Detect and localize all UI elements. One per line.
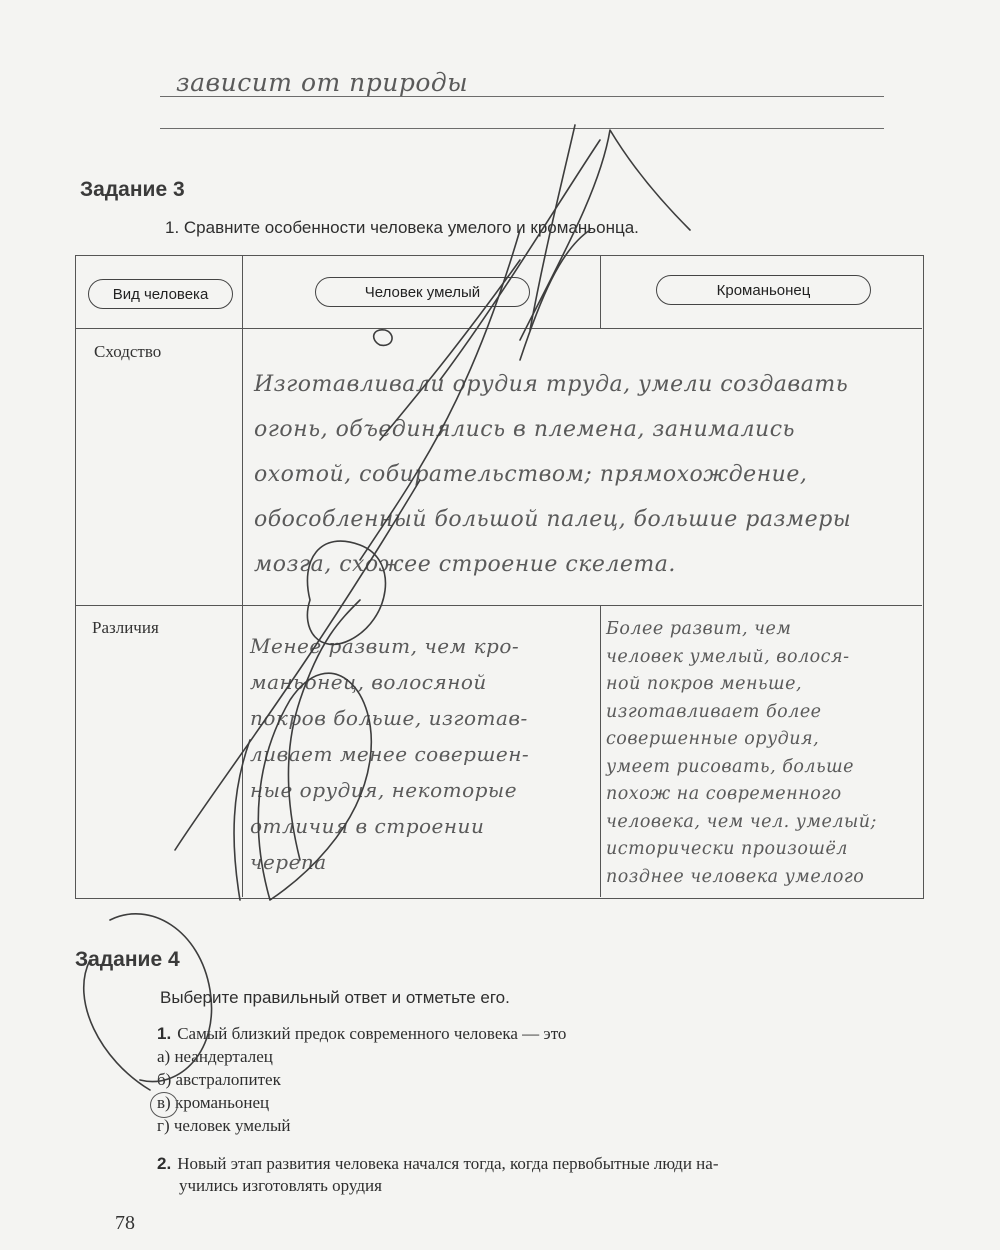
table-divider: [76, 605, 922, 606]
page-number: 78: [115, 1212, 135, 1234]
header-cromagnon: Кроманьонец: [656, 275, 871, 305]
header-homo-habilis: Человек умелый: [315, 277, 530, 307]
comparison-table: [75, 255, 924, 899]
habilis-differences-handwriting: Менее развит, чем кро- маньонец, волосяной покров больше, изготав- ливает менее совершен- ные орудия, некоторые отличия в строении черепа: [250, 634, 530, 874]
task4-title: Задание 4: [75, 948, 180, 971]
row-label-differences: Различия: [92, 618, 159, 637]
header-species: Вид человека: [88, 279, 233, 309]
writing-line: [160, 96, 884, 97]
check-stroke: [84, 960, 150, 1090]
table-divider: [600, 256, 601, 328]
option-c-selected[interactable]: в) кроманьонец: [157, 1093, 270, 1112]
table-divider: [76, 328, 922, 329]
question-2-line1: Новый этап развития человека начался тогда, когда первобытные люди на-: [177, 1154, 719, 1173]
question-1-text: Самый близкий предок современного человека — это: [177, 1024, 567, 1043]
similarity-handwriting: Изготавливали орудия труда, умели создавать огонь, объединялись в племена, занимались охотой, собирательством; прямохождение, обособленный большой палец, большие размеры мозга, схожее строение скелета.: [254, 372, 852, 577]
task4-instruction: Выберите правильный ответ и отметьте его.: [160, 988, 510, 1007]
question-2-number: 2.: [157, 1154, 172, 1173]
task3-question: 1. Сравните особенности человека умелого и кроманьонца.: [165, 218, 639, 237]
option-a[interactable]: а) неандерталец: [157, 1047, 273, 1066]
table-divider: [600, 605, 601, 897]
question-1: [157, 1024, 566, 1044]
question-2: [157, 1154, 718, 1174]
option-d[interactable]: г) человек умелый: [157, 1116, 291, 1135]
selected-answer-circle: [150, 1092, 178, 1118]
row-label-similarity: Сходство: [94, 342, 162, 361]
cromagnon-differences-handwriting: Более развит, чем человек умелый, волося- ной покров меньше, изготавливает более совершенные орудия, умеет рисовать, больше похож на современного человека, чем чел. умелый; исторически произошёл позднее человека умелого: [606, 619, 877, 887]
question-1-number: 1.: [157, 1024, 172, 1043]
handwritten-answer: зависит от природы: [176, 68, 469, 97]
writing-line-blank: [160, 128, 884, 129]
table-divider: [242, 256, 243, 897]
task3-title: Задание 3: [80, 178, 185, 201]
option-b[interactable]: б) австралопитек: [157, 1070, 281, 1089]
question-2-continued: учились изготовлять орудия: [179, 1176, 382, 1195]
